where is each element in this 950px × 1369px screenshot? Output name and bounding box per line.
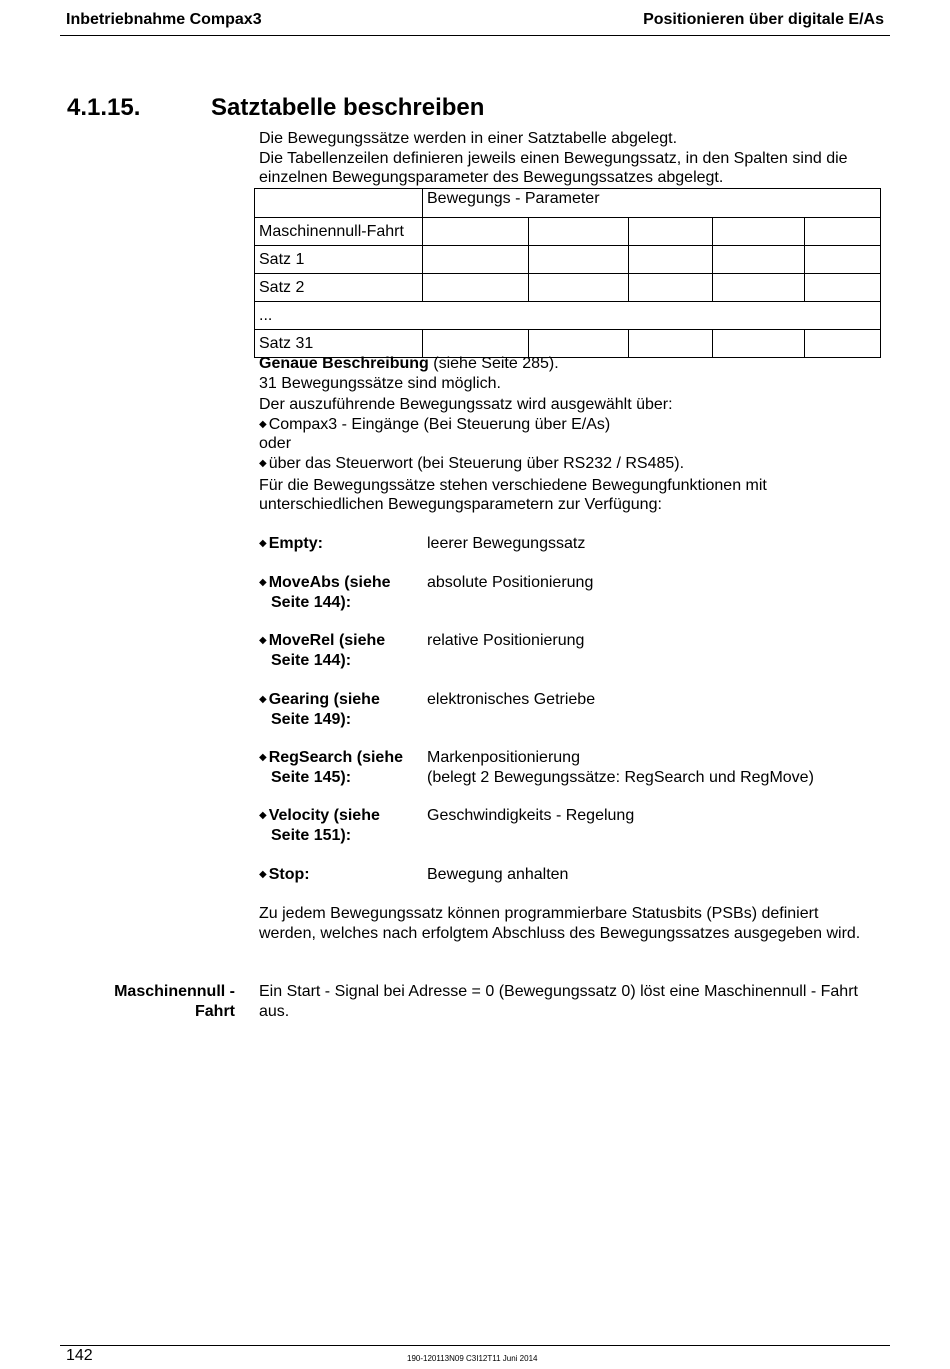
- table-row-label: ...: [255, 302, 881, 330]
- diamond-bullet-icon: ◆: [259, 457, 267, 469]
- intro-text: [259, 129, 879, 188]
- description-ref: (siehe Seite 285).: [428, 355, 559, 372]
- diamond-bullet-icon: ◆: [259, 538, 267, 549]
- footer-rule: [60, 1345, 890, 1346]
- table-row: [255, 274, 881, 302]
- table-row-label: Satz 31: [255, 330, 423, 358]
- function-description: absolute Positionierung: [427, 574, 594, 591]
- section-title: Satztabelle beschreiben: [211, 94, 485, 121]
- function-description: Bewegung anhalten: [427, 866, 569, 883]
- table-row-label: Satz 2: [255, 274, 423, 302]
- function-description: Markenpositionierung (belegt 2 Bewegungssätze: RegSearch und RegMove): [427, 749, 814, 786]
- function-term: ◆ Velocity (siehe Seite 151):: [259, 807, 380, 844]
- margin-label: Maschinennull - Fahrt: [114, 983, 235, 1020]
- function-term: ◆ Stop:: [259, 866, 310, 883]
- table-row-label: Satz 1: [255, 246, 423, 274]
- psb-paragraph: Zu jedem Bewegungssatz können programmierbare Statusbits (PSBs) definiert werden, welches nach erfolgtem Abschluss des Bewegungssatzes ausgegeben wird.: [259, 905, 861, 942]
- description-line-4: Für die Bewegungssätze stehen verschiedene Bewegungfunktionen mit unterschiedlichen Bewegungsparametern zur Verfügung:: [259, 476, 767, 514]
- diamond-bullet-icon: ◆: [259, 752, 267, 763]
- table-row: [255, 246, 881, 274]
- maschinennull-paragraph: Ein Start - Signal bei Adresse = 0 (Bewegungssatz 0) löst eine Maschinennull - Fahrt aus.: [259, 983, 858, 1020]
- option-2: [259, 454, 879, 474]
- description-line-1: [259, 354, 879, 374]
- function-description: elektronisches Getriebe: [427, 691, 596, 708]
- description-line-3: Der auszuführende Bewegungssatz wird ausgewählt über:: [259, 396, 673, 414]
- option-2-text: über das Steuerwort (bei Steuerung über RS232 / RS485).: [268, 454, 685, 472]
- table-header-row: [255, 189, 881, 218]
- option-1-text: Compax3 - Eingänge (Bei Steuerung über E/As): [268, 415, 611, 433]
- function-term: ◆ RegSearch (siehe Seite 145):: [259, 749, 403, 786]
- function-description: Geschwindigkeits - Regelung: [427, 807, 635, 824]
- satz-table: [254, 188, 881, 358]
- diamond-bullet-icon: ◆: [259, 577, 267, 588]
- table-row: [255, 218, 881, 246]
- function-term: ◆ MoveAbs (siehe Seite 144):: [259, 574, 391, 611]
- description-line-2: 31 Bewegungssätze sind möglich.: [259, 374, 501, 392]
- page-number: 142: [66, 1347, 93, 1364]
- diamond-bullet-icon: ◆: [259, 635, 267, 646]
- function-description: leerer Bewegungssatz: [427, 535, 586, 552]
- diamond-bullet-icon: ◆: [259, 694, 267, 705]
- function-term: ◆ Empty:: [259, 535, 323, 552]
- option-1: [259, 415, 879, 435]
- table-corner-cell: [255, 189, 423, 218]
- description-text: [259, 354, 879, 515]
- document-code: 190-120113N09 C3I12T11 Juni 2014: [407, 1354, 538, 1363]
- function-term: ◆ Gearing (siehe Seite 149):: [259, 691, 380, 728]
- table-row: [255, 302, 881, 330]
- diamond-bullet-icon: ◆: [259, 418, 267, 430]
- option-or: oder: [259, 435, 292, 453]
- description-bold: Genaue Beschreibung: [259, 355, 429, 372]
- function-term: ◆ MoveRel (siehe Seite 144):: [259, 632, 386, 669]
- function-description: relative Positionierung: [427, 632, 585, 649]
- intro-line-1: Die Bewegungssätze werden in einer Satztabelle abgelegt.: [259, 130, 678, 147]
- table-row-label: Maschinennull-Fahrt: [255, 218, 423, 246]
- section-number: 4.1.15.: [67, 94, 141, 121]
- header-right-title: Positionieren über digitale E/As: [643, 11, 884, 28]
- diamond-bullet-icon: ◆: [259, 810, 267, 821]
- diamond-bullet-icon: ◆: [259, 869, 267, 880]
- header-rule: [60, 35, 890, 36]
- header-left-title: Inbetriebnahme Compax3: [66, 11, 262, 28]
- table-header-cell: Bewegungs - Parameter: [423, 189, 881, 218]
- intro-line-2: Die Tabellenzeilen definieren jeweils einen Bewegungssatz, in den Spalten sind die einzelnen Bewegungsparameter des Bewegungssatzes abgelegt.: [259, 149, 848, 187]
